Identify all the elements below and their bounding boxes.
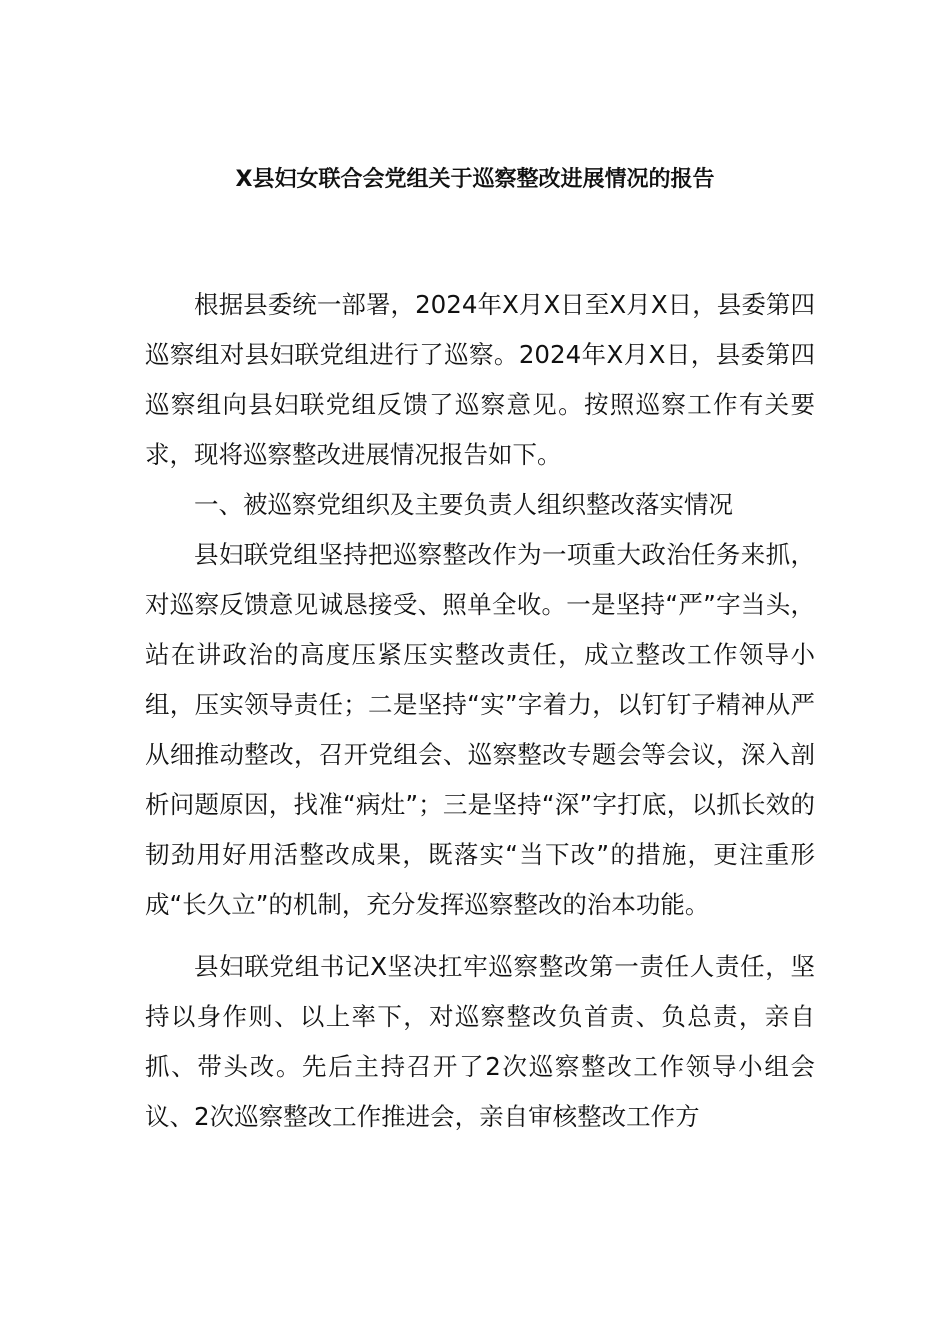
paragraph-intro: 根据县委统一部署，2024年X月X日至X月X日，县委第四巡察组对县妇联党组进行了巡察。2024年X月X日，县委第四巡察组向县妇联党组反馈了巡察意见。按照巡察工作有关要求，现将巡察整改进展情况报告如下。 (145, 290, 815, 469)
paragraph-secretary-responsibility: 县妇联党组书记X坚决扛牢巡察整改第一责任人责任，坚持以身作则、以上率下，对巡察整改负首责、负总责，亲自抓、带头改。先后主持召开了2次巡察整改工作领导小组会议、2次巡察整改工作推进会，亲自审核整改工作方 (145, 952, 815, 1131)
section-heading-1: 一、被巡察党组织及主要负责人组织整改落实情况 (194, 490, 733, 519)
paragraph-party-group-rectification: 县妇联党组坚持把巡察整改作为一项重大政治任务来抓，对巡察反馈意见诚恳接受、照单全收。一是坚持“严”字当头，站在讲政治的高度压紧压实整改责任，成立整改工作领导小组，压实领导责任；二是坚持“实”字着力，以钉钉子精神从严从细推动整改，召开党组会、巡察整改专题会等会议，深入剖析问题原因，找准“病灶”；三是坚持“深”字打底，以抓长效的韧劲用好用活整改成果，既落实“当下改”的措施，更注重形成“长久立”的机制，充分发挥巡察整改的治本功能。 (145, 540, 815, 919)
document-body (145, 280, 815, 1142)
document-title: X县妇女联合会党组关于巡察整改进展情况的报告 (235, 167, 715, 192)
